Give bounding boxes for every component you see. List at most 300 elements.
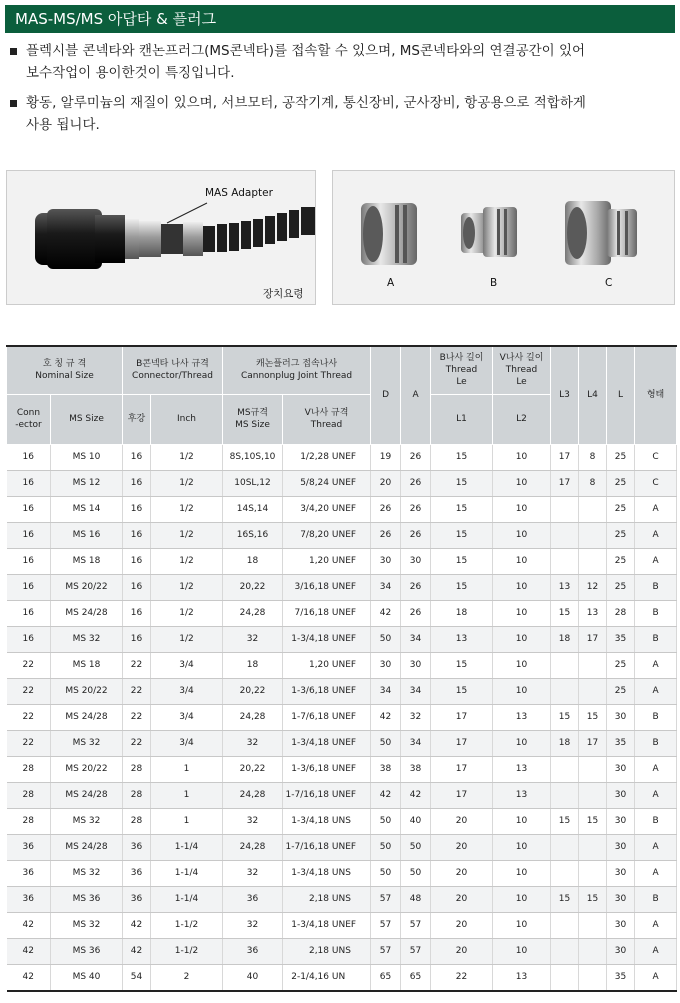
table-cell-mss: 8S,10S,10 <box>223 444 283 470</box>
header-hogang: 후강 <box>123 394 151 444</box>
table-cell-mss: 18 <box>223 548 283 574</box>
table-cell-thread <box>283 652 371 678</box>
table-cell-shape: A <box>635 964 677 991</box>
table-cell-l4 <box>579 678 607 704</box>
table-cell-inch: 3/4 <box>151 678 223 704</box>
table-cell-conn: 28 <box>7 808 51 834</box>
table-body <box>7 444 677 991</box>
table-row <box>7 886 677 912</box>
table-cell-l: 35 <box>607 626 635 652</box>
table-cell-a: 34 <box>401 626 431 652</box>
table-cell-l4: 12 <box>579 574 607 600</box>
table-cell-d: 34 <box>371 678 401 704</box>
thread-size: 1-3/4,18 <box>291 738 330 748</box>
table-cell-hg: 28 <box>123 756 151 782</box>
table-cell-l2: 10 <box>493 860 551 886</box>
table-cell-ms: MS 18 <box>51 548 123 574</box>
table-cell-l1: 20 <box>431 938 493 964</box>
table-cell-l4 <box>579 860 607 886</box>
feature-item <box>8 92 673 136</box>
table-cell-conn: 16 <box>7 444 51 470</box>
feature-list <box>8 40 673 144</box>
table-cell-a: 50 <box>401 834 431 860</box>
table-cell-hg: 16 <box>123 496 151 522</box>
table-cell-ms: MS 10 <box>51 444 123 470</box>
table-cell-thread <box>283 496 371 522</box>
table-cell-mss: 32 <box>223 626 283 652</box>
table-cell-ms: MS 36 <box>51 886 123 912</box>
table-cell-mss: 16S,16 <box>223 522 283 548</box>
header-cannonplug: 캐논플러그 접속나사 Cannonplug Joint Thread <box>223 346 371 394</box>
table-cell-thread <box>283 626 371 652</box>
table-cell-mss: 32 <box>223 808 283 834</box>
table-cell-shape: A <box>635 756 677 782</box>
table-cell-conn: 36 <box>7 834 51 860</box>
table-cell-l4: 13 <box>579 600 607 626</box>
table-cell-ms: MS 32 <box>51 730 123 756</box>
table-cell-conn: 16 <box>7 626 51 652</box>
table-cell-d: 30 <box>371 652 401 678</box>
table-cell-l2: 13 <box>493 782 551 808</box>
table-cell-a: 30 <box>401 548 431 574</box>
thread-size: 3/16,18 <box>294 582 330 592</box>
table-cell-ms: MS 24/28 <box>51 782 123 808</box>
table-cell-thread <box>283 886 371 912</box>
table-cell-l3: 13 <box>551 574 579 600</box>
table-cell-d: 19 <box>371 444 401 470</box>
fitting-label-c: C <box>605 277 613 289</box>
table-cell-ms: MS 32 <box>51 860 123 886</box>
table-row <box>7 600 677 626</box>
table-cell-inch: 1-1/2 <box>151 938 223 964</box>
thread-size: 1,20 <box>308 660 330 670</box>
table-cell-d: 38 <box>371 756 401 782</box>
table-cell-d: 20 <box>371 470 401 496</box>
table-cell-l: 30 <box>607 912 635 938</box>
table-cell-l3 <box>551 860 579 886</box>
header-ms-spec: MS규격 MS Size <box>223 394 283 444</box>
header-b-thread-length: B나사 길이 Thread Le <box>431 346 493 394</box>
installation-photo <box>6 170 316 305</box>
table-cell-l: 35 <box>607 730 635 756</box>
table-cell-d: 50 <box>371 730 401 756</box>
table-cell-l3: 17 <box>551 444 579 470</box>
table-cell-inch: 3/4 <box>151 730 223 756</box>
table-cell-conn: 16 <box>7 574 51 600</box>
table-cell-shape: B <box>635 600 677 626</box>
table-cell-shape: A <box>635 548 677 574</box>
table-cell-mss: 20,22 <box>223 678 283 704</box>
thread-size: 1-3/6,18 <box>291 764 330 774</box>
table-cell-l1: 15 <box>431 522 493 548</box>
table-cell-conn: 22 <box>7 678 51 704</box>
feature-text: 황동, 알루미늄의 재질이 있으며, 서브모터, 공작기계, 통신장비, 군사장비, 항공용으로 적합하게 <box>26 95 586 111</box>
table-cell-hg: 16 <box>123 522 151 548</box>
table-cell-d: 30 <box>371 548 401 574</box>
table-cell-shape: A <box>635 496 677 522</box>
fitting-label-b: B <box>490 277 498 289</box>
adapter-label: MAS Adapter <box>205 187 273 199</box>
table-cell-thread <box>283 912 371 938</box>
table-cell-l4: 15 <box>579 704 607 730</box>
header-l1: L1 <box>431 394 493 444</box>
table-cell-l1: 17 <box>431 756 493 782</box>
table-cell-ms: MS 20/22 <box>51 574 123 600</box>
table-cell-thread <box>283 834 371 860</box>
table-cell-conn: 22 <box>7 704 51 730</box>
table-cell-shape: C <box>635 470 677 496</box>
table-cell-l1: 15 <box>431 678 493 704</box>
table-cell-l1: 20 <box>431 860 493 886</box>
table-cell-inch: 3/4 <box>151 652 223 678</box>
table-cell-l: 25 <box>607 444 635 470</box>
table-cell-l3 <box>551 782 579 808</box>
table-cell-shape: B <box>635 626 677 652</box>
thread-size: 1-7/16,18 <box>285 790 330 800</box>
table-cell-conn: 36 <box>7 860 51 886</box>
table-cell-a: 34 <box>401 678 431 704</box>
table-cell-a: 32 <box>401 704 431 730</box>
table-row <box>7 652 677 678</box>
bullet-square-icon <box>10 48 17 55</box>
table-cell-l1: 20 <box>431 834 493 860</box>
table-cell-hg: 22 <box>123 678 151 704</box>
table-cell-l2: 10 <box>493 496 551 522</box>
table-cell-l3 <box>551 756 579 782</box>
table-cell-thread <box>283 574 371 600</box>
table-cell-conn: 16 <box>7 548 51 574</box>
table-cell-a: 38 <box>401 756 431 782</box>
feature-item <box>8 40 673 84</box>
table-cell-d: 42 <box>371 600 401 626</box>
table-cell-inch: 1-1/4 <box>151 860 223 886</box>
table-cell-l2: 10 <box>493 600 551 626</box>
table-cell-hg: 22 <box>123 652 151 678</box>
table-cell-l: 25 <box>607 496 635 522</box>
table-cell-l: 35 <box>607 964 635 991</box>
table-cell-l4 <box>579 938 607 964</box>
table-cell-mss: 24,28 <box>223 834 283 860</box>
thread-type: UNEF <box>331 478 357 488</box>
table-cell-l: 30 <box>607 834 635 860</box>
table-cell-l3: 15 <box>551 704 579 730</box>
table-cell-l: 25 <box>607 522 635 548</box>
header-connector: Conn -ector <box>7 394 51 444</box>
table-cell-ms: MS 20/22 <box>51 678 123 704</box>
table-cell-hg: 42 <box>123 912 151 938</box>
table-cell-l: 25 <box>607 548 635 574</box>
thread-type: UNEF <box>331 504 357 514</box>
table-cell-thread <box>283 444 371 470</box>
thread-size: 1,20 <box>308 556 330 566</box>
table-cell-l4: 17 <box>579 730 607 756</box>
thread-type: UNEF <box>331 920 357 930</box>
header-shape: 형태 <box>635 346 677 444</box>
thread-size: 1-7/6,18 <box>291 712 330 722</box>
table-cell-l3 <box>551 938 579 964</box>
table-cell-l: 30 <box>607 808 635 834</box>
thread-type: UNEF <box>331 634 357 644</box>
table-cell-mss: 20,22 <box>223 574 283 600</box>
table-cell-conn: 28 <box>7 756 51 782</box>
table-row <box>7 704 677 730</box>
thread-size: 2,18 <box>308 946 330 956</box>
table-cell-mss: 14S,14 <box>223 496 283 522</box>
table-cell-l2: 10 <box>493 834 551 860</box>
table-cell-conn: 22 <box>7 652 51 678</box>
table-cell-hg: 22 <box>123 730 151 756</box>
table-cell-shape: B <box>635 886 677 912</box>
table-cell-l1: 15 <box>431 496 493 522</box>
feature-text: 보수작업이 용이한것이 특징입니다. <box>26 65 235 81</box>
table-cell-thread <box>283 600 371 626</box>
table-cell-a: 30 <box>401 652 431 678</box>
table-cell-d: 50 <box>371 860 401 886</box>
table-cell-l3 <box>551 964 579 991</box>
feature-text: 플렉시블 콘넥타와 캔논프러그(MS콘넥타)를 접속할 수 있으며, MS콘넥타와의 연결공간이 있어 <box>26 43 586 59</box>
table-cell-l: 30 <box>607 886 635 912</box>
table-cell-shape: B <box>635 730 677 756</box>
table-cell-l4 <box>579 964 607 991</box>
thread-type: UNS <box>331 946 351 956</box>
table-cell-l: 25 <box>607 652 635 678</box>
table-cell-l3: 18 <box>551 730 579 756</box>
table-cell-l2: 10 <box>493 548 551 574</box>
table-cell-l2: 10 <box>493 470 551 496</box>
table-cell-mss: 24,28 <box>223 782 283 808</box>
table-cell-l4: 15 <box>579 886 607 912</box>
table-cell-l4: 8 <box>579 470 607 496</box>
table-cell-thread <box>283 860 371 886</box>
table-cell-d: 50 <box>371 626 401 652</box>
thread-type: UNEF <box>331 452 357 462</box>
bullet-square-icon <box>10 100 17 107</box>
table-cell-thread <box>283 704 371 730</box>
table-cell-mss: 32 <box>223 730 283 756</box>
table-cell-hg: 28 <box>123 808 151 834</box>
header-v-thread-spec: V나사 규격 Thread <box>283 394 371 444</box>
table-cell-inch: 1-1/2 <box>151 912 223 938</box>
header-connector-thread: B콘넥타 나사 규격 Connector/Thread <box>123 346 223 394</box>
table-cell-l2: 10 <box>493 808 551 834</box>
header-l4: L4 <box>579 346 607 444</box>
table-cell-l3 <box>551 652 579 678</box>
table-cell-shape: B <box>635 574 677 600</box>
table-cell-conn: 16 <box>7 600 51 626</box>
table-cell-conn: 16 <box>7 496 51 522</box>
table-cell-shape: B <box>635 704 677 730</box>
table-cell-l4 <box>579 782 607 808</box>
table-cell-l2: 13 <box>493 756 551 782</box>
table-cell-l2: 10 <box>493 652 551 678</box>
table-cell-ms: MS 16 <box>51 522 123 548</box>
table-cell-ms: MS 18 <box>51 652 123 678</box>
table-cell-l: 30 <box>607 782 635 808</box>
table-cell-l3: 17 <box>551 470 579 496</box>
thread-type: UN <box>331 972 346 982</box>
feature-text: 사용 됩니다. <box>26 117 100 133</box>
spec-table <box>6 345 677 992</box>
table-cell-ms: MS 14 <box>51 496 123 522</box>
thread-size: 1-3/4,18 <box>291 816 330 826</box>
table-cell-l1: 15 <box>431 444 493 470</box>
thread-size: 1-3/4,18 <box>291 868 330 878</box>
thread-type: UNEF <box>331 530 357 540</box>
table-row <box>7 782 677 808</box>
table-cell-l3 <box>551 496 579 522</box>
table-cell-mss: 36 <box>223 886 283 912</box>
thread-type: UNEF <box>331 764 357 774</box>
table-cell-shape: A <box>635 782 677 808</box>
thread-size: 1-3/4,18 <box>291 634 330 644</box>
table-cell-l4 <box>579 652 607 678</box>
table-cell-thread <box>283 470 371 496</box>
table-cell-ms: MS 32 <box>51 912 123 938</box>
table-cell-l2: 13 <box>493 704 551 730</box>
table-cell-l4 <box>579 756 607 782</box>
table-cell-shape: C <box>635 444 677 470</box>
table-cell-d: 65 <box>371 964 401 991</box>
table-cell-d: 26 <box>371 522 401 548</box>
table-cell-hg: 36 <box>123 860 151 886</box>
table-cell-conn: 22 <box>7 730 51 756</box>
table-cell-d: 26 <box>371 496 401 522</box>
table-cell-d: 34 <box>371 574 401 600</box>
table-cell-hg: 16 <box>123 600 151 626</box>
table-cell-l4 <box>579 522 607 548</box>
table-cell-thread <box>283 730 371 756</box>
table-cell-d: 57 <box>371 912 401 938</box>
table-cell-inch: 1/2 <box>151 496 223 522</box>
table-cell-a: 48 <box>401 886 431 912</box>
table-row <box>7 860 677 886</box>
table-cell-shape: A <box>635 912 677 938</box>
header-inch: Inch <box>151 394 223 444</box>
table-cell-a: 57 <box>401 938 431 964</box>
table-cell-l4: 8 <box>579 444 607 470</box>
table-cell-l4 <box>579 548 607 574</box>
table-cell-l1: 22 <box>431 964 493 991</box>
table-cell-a: 26 <box>401 496 431 522</box>
table-cell-l1: 15 <box>431 574 493 600</box>
table-cell-d: 57 <box>371 938 401 964</box>
table-cell-mss: 20,22 <box>223 756 283 782</box>
table-cell-hg: 16 <box>123 470 151 496</box>
table-cell-l: 25 <box>607 470 635 496</box>
header-d: D <box>371 346 401 444</box>
table-row <box>7 626 677 652</box>
table-cell-mss: 24,28 <box>223 704 283 730</box>
thread-type: UNS <box>331 816 351 826</box>
thread-type: UNEF <box>331 556 357 566</box>
table-row <box>7 444 677 470</box>
header-nominal: 호 칭 규 격 Nominal Size <box>7 346 123 394</box>
table-cell-inch: 3/4 <box>151 704 223 730</box>
table-cell-l: 30 <box>607 756 635 782</box>
table-cell-l2: 10 <box>493 912 551 938</box>
table-cell-l1: 13 <box>431 626 493 652</box>
table-row <box>7 470 677 496</box>
table-cell-inch: 1 <box>151 782 223 808</box>
table-cell-hg: 16 <box>123 626 151 652</box>
table-cell-mss: 32 <box>223 860 283 886</box>
table-cell-inch: 1/2 <box>151 548 223 574</box>
table-cell-l2: 10 <box>493 522 551 548</box>
table-cell-hg: 36 <box>123 834 151 860</box>
thread-type: UNEF <box>331 842 357 852</box>
table-cell-thread <box>283 522 371 548</box>
table-cell-d: 57 <box>371 886 401 912</box>
table-cell-hg: 22 <box>123 704 151 730</box>
table-cell-l1: 17 <box>431 704 493 730</box>
table-cell-l2: 10 <box>493 574 551 600</box>
table-cell-ms: MS 24/28 <box>51 704 123 730</box>
thread-size: 3/4,20 <box>300 504 330 514</box>
table-cell-l2: 10 <box>493 938 551 964</box>
table-cell-l1: 15 <box>431 548 493 574</box>
table-cell-conn: 16 <box>7 470 51 496</box>
thread-size: 7/8,20 <box>300 530 330 540</box>
table-cell-mss: 32 <box>223 912 283 938</box>
table-cell-thread <box>283 808 371 834</box>
table-cell-l3 <box>551 834 579 860</box>
table-cell-thread <box>283 678 371 704</box>
thread-size: 1/2,28 <box>300 452 330 462</box>
table-cell-inch: 1/2 <box>151 522 223 548</box>
table-cell-mss: 40 <box>223 964 283 991</box>
table-cell-shape: A <box>635 652 677 678</box>
table-row <box>7 964 677 991</box>
thread-type: UNEF <box>331 790 357 800</box>
thread-size: 7/16,18 <box>294 608 330 618</box>
table-cell-inch: 1/2 <box>151 444 223 470</box>
table-cell-ms: MS 36 <box>51 938 123 964</box>
table-cell-inch: 1/2 <box>151 470 223 496</box>
table-cell-l: 30 <box>607 704 635 730</box>
page-title: MAS-MS/MS 아답타 & 플러그 <box>5 5 675 33</box>
table-cell-ms: MS 32 <box>51 626 123 652</box>
table-row <box>7 548 677 574</box>
thread-type: UNEF <box>331 582 357 592</box>
table-cell-l: 30 <box>607 938 635 964</box>
table-cell-a: 42 <box>401 782 431 808</box>
table-cell-a: 40 <box>401 808 431 834</box>
table-cell-d: 42 <box>371 782 401 808</box>
table-cell-d: 42 <box>371 704 401 730</box>
thread-type: UNEF <box>331 712 357 722</box>
table-cell-inch: 1-1/4 <box>151 834 223 860</box>
table-cell-thread <box>283 964 371 991</box>
table-cell-mss: 10SL,12 <box>223 470 283 496</box>
table-cell-l4: 15 <box>579 808 607 834</box>
thread-type: UNS <box>331 868 351 878</box>
table-cell-l1: 17 <box>431 730 493 756</box>
table-cell-a: 26 <box>401 574 431 600</box>
table-cell-inch: 1/2 <box>151 626 223 652</box>
table-cell-l3 <box>551 548 579 574</box>
table-cell-hg: 28 <box>123 782 151 808</box>
thread-type: UNEF <box>331 660 357 670</box>
table-cell-ms: MS 24/28 <box>51 600 123 626</box>
table-cell-thread <box>283 548 371 574</box>
table-cell-a: 26 <box>401 444 431 470</box>
table-cell-conn: 28 <box>7 782 51 808</box>
thread-size: 1-7/16,18 <box>285 842 330 852</box>
table-header <box>7 346 677 444</box>
table-cell-l1: 15 <box>431 652 493 678</box>
table-cell-conn: 36 <box>7 886 51 912</box>
table-cell-l3: 15 <box>551 600 579 626</box>
